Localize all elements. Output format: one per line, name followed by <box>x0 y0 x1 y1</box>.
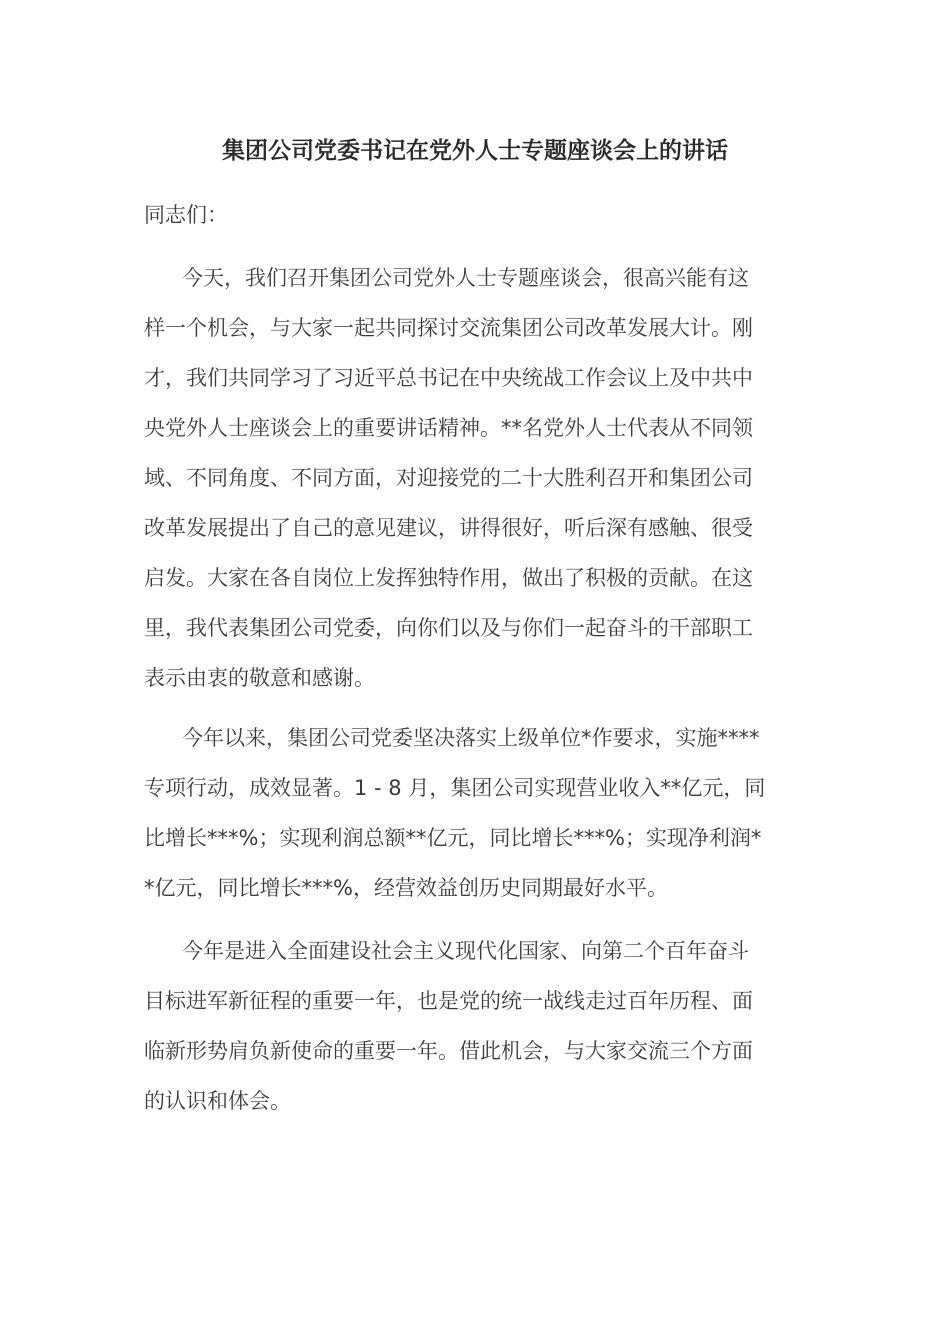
paragraph-line: 域、不同角度、不同方面，对迎接党的二十大胜利召开和集团公司 <box>144 466 753 490</box>
paragraph-line: 启发。大家在各自岗位上发挥独特作用，做出了积极的贡献。在这 <box>144 566 753 590</box>
paragraph-1 <box>144 253 806 703</box>
paragraph-line: 今天，我们召开集团公司党外人士专题座谈会，很高兴能有这 <box>182 266 749 290</box>
paragraph-line: 今年以来，集团公司党委坚决落实上级单位*作要求，实施**** <box>182 726 760 750</box>
paragraph-line: 目标进军新征程的重要一年，也是党的统一战线走过百年历程、面 <box>144 989 753 1013</box>
paragraph-line: 比增长***%；实现利润总额**亿元，同比增长***%；实现净利润* <box>144 826 762 850</box>
document-title: 集团公司党委书记在党外人士专题座谈会上的讲话 <box>222 138 728 164</box>
paragraph-line: 里，我代表集团公司党委，向你们以及与你们一起奋斗的干部职工 <box>144 616 753 640</box>
paragraph-2 <box>144 713 806 913</box>
salutation: 同志们： <box>144 203 228 227</box>
paragraph-line: 表示由衷的敬意和感谢。 <box>144 666 375 690</box>
paragraph-line: 央党外人士座谈会上的重要讲话精神。**名党外人士代表从不同领 <box>144 416 753 440</box>
paragraph-line: 临新形势肩负新使命的重要一年。借此机会，与大家交流三个方面 <box>144 1039 753 1063</box>
paragraph-line: 今年是进入全面建设社会主义现代化国家、向第二个百年奋斗 <box>182 939 749 963</box>
paragraph-line: 改革发展提出了自己的意见建议，讲得很好，听后深有感触、很受 <box>144 516 753 540</box>
paragraph-line: 才，我们共同学习了习近平总书记在中央统战工作会议上及中共中 <box>144 366 753 390</box>
paragraph-line: 样一个机会，与大家一起共同探讨交流集团公司改革发展大计。刚 <box>144 316 753 340</box>
paragraph-line: 专项行动，成效显著。1 - 8 月，集团公司实现营业收入**亿元，同 <box>144 776 766 800</box>
paragraph-3 <box>144 926 806 1126</box>
paragraph-line: 的认识和体会。 <box>144 1089 291 1113</box>
paragraph-line: *亿元，同比增长***%，经营效益创历史同期最好水平。 <box>144 876 668 900</box>
